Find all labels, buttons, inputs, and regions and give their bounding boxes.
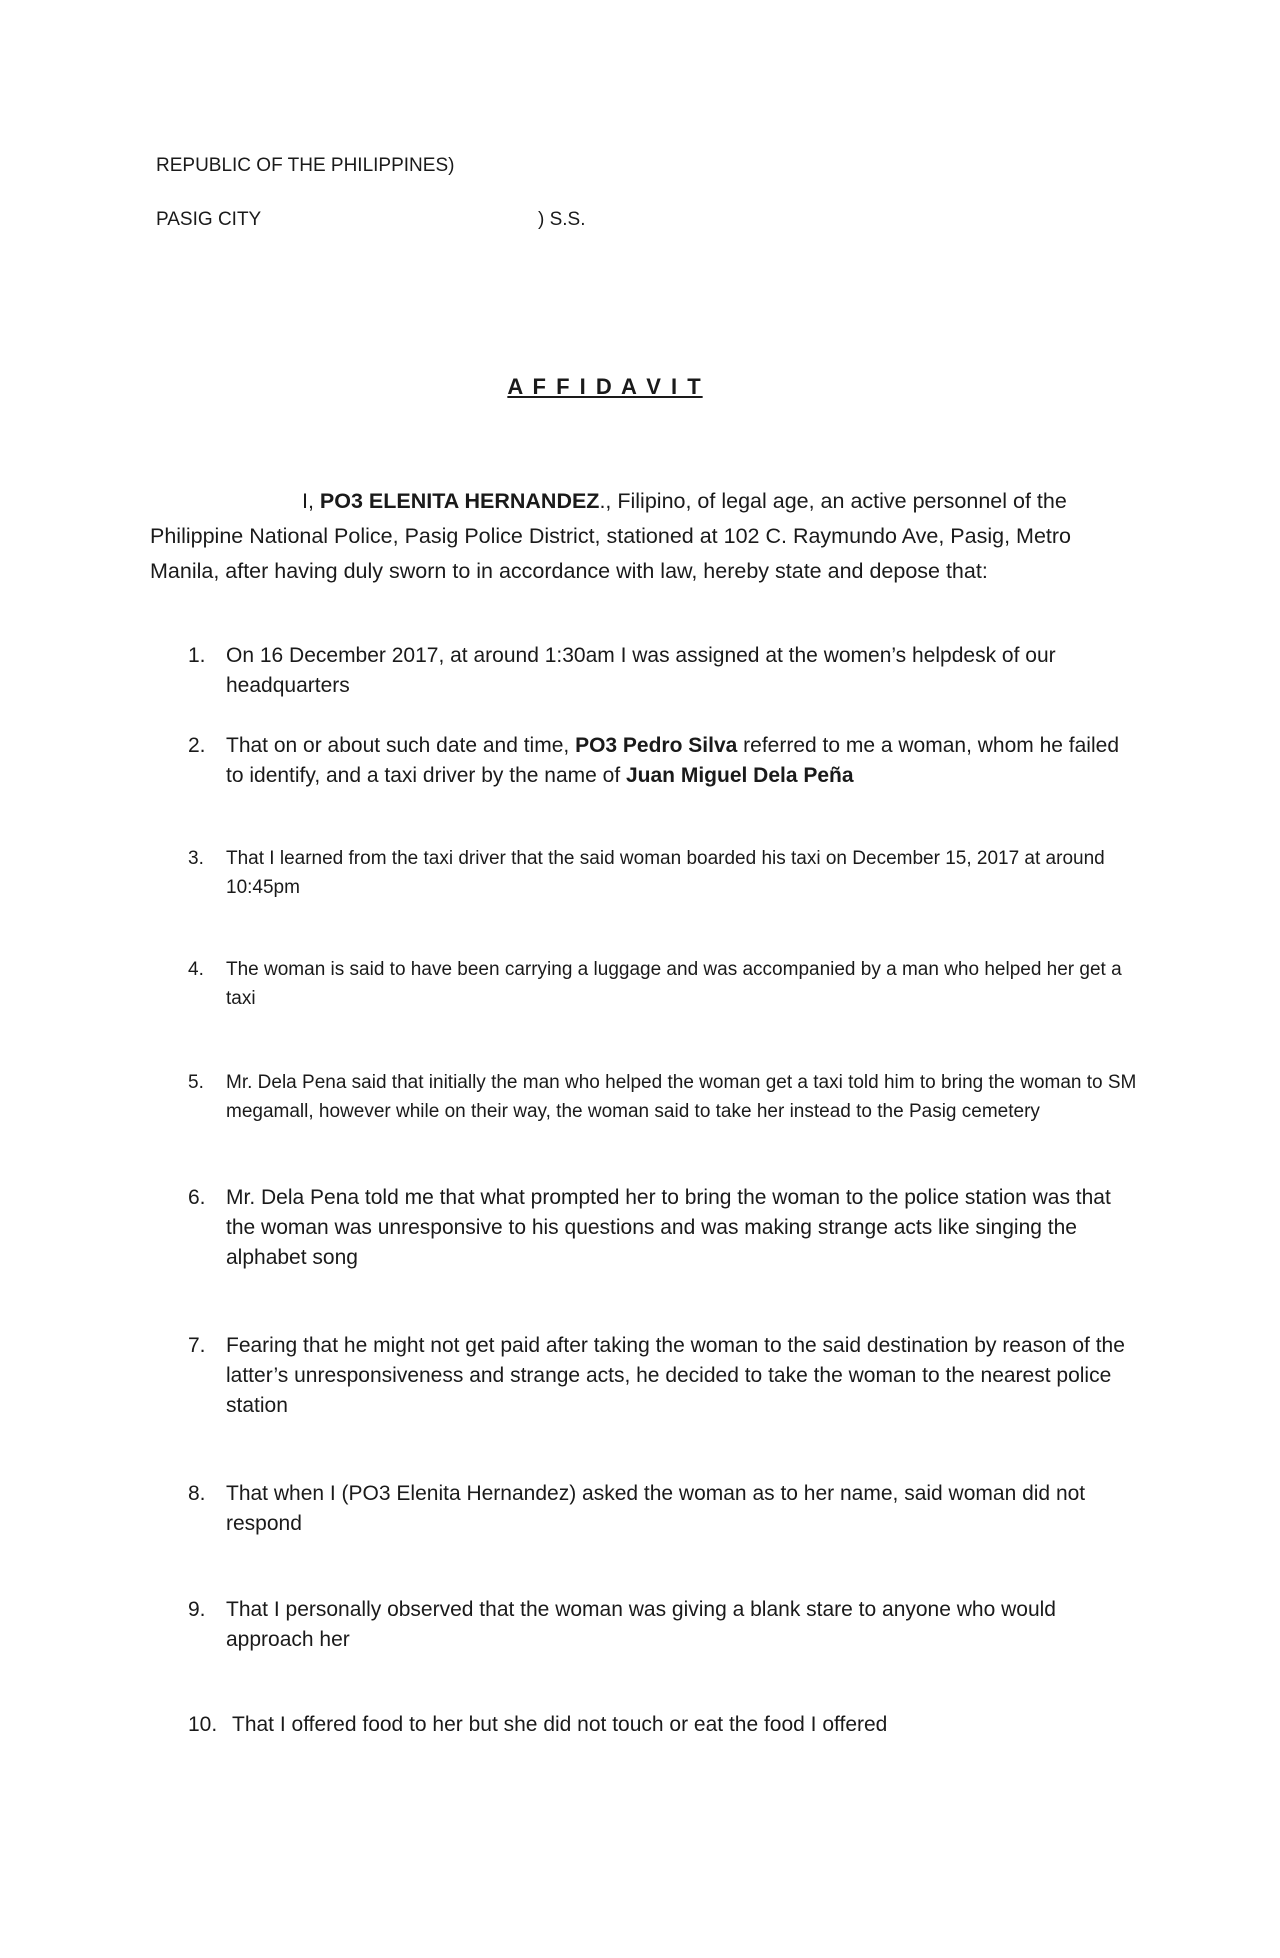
list-text (226, 731, 1138, 791)
list-number: 9. (188, 1598, 206, 1621)
list-item-9 (188, 1595, 1138, 1655)
list-text: That I learned from the taxi driver that the said woman boarded his taxi on December 15, 2017 at around 10:45pm (226, 848, 1105, 898)
list-item-7 (188, 1331, 1138, 1421)
list-number: 7. (188, 1334, 206, 1357)
list-text: That I offered food to her but she did not touch or eat the food I offered (232, 1713, 888, 1736)
list-text: Mr. Dela Pena said that initially the man who helped the woman get a taxi told him to bring the woman to SM megamall, however while on their way, the woman said to take her instead to the Pasig cemetery (226, 1072, 1137, 1122)
list-item-2 (188, 731, 1138, 791)
venue-republic: REPUBLIC OF THE PHILIPPINES) (156, 155, 455, 176)
list-text: The woman is said to have been carrying a luggage and was accompanied by a man who helped her get a taxi (226, 959, 1122, 1009)
intro-text: ., Filipino, of legal age, an active personnel of the Philippine National Police, Pasig Police District, stationed at 102 C. Raymundo Ave, Pasig, Metro Manila, after having duly sworn to in accordance with law, hereby state and depose that: (150, 489, 1071, 583)
list-number: 8. (188, 1482, 206, 1505)
list-item-1 (188, 641, 1138, 701)
venue-ss: ) S.S. (538, 209, 586, 230)
list-text: On 16 December 2017, at around 1:30am I was assigned at the women’s helpdesk of our headquarters (226, 644, 1056, 697)
list-number: 1. (188, 644, 206, 667)
list-number: 4. (188, 959, 204, 980)
intro-prefix: I, (302, 489, 320, 513)
list-number: 5. (188, 1072, 204, 1093)
list-item-5 (188, 1068, 1138, 1126)
list-item-3 (188, 844, 1138, 902)
affiant-name: PO3 ELENITA HERNANDEZ (319, 489, 600, 513)
list-text-part: That on or about such date and time, (226, 734, 576, 757)
venue-city: PASIG CITY (156, 209, 262, 230)
list-number: 6. (188, 1186, 206, 1209)
intro-paragraph (150, 484, 1140, 589)
list-text: That when I (PO3 Elenita Hernandez) asked the woman as to her name, said woman did not respond (226, 1482, 1086, 1535)
list-item-10 (188, 1710, 1138, 1740)
document-title: A F F I D A V I T (507, 374, 703, 399)
list-text: Fearing that he might not get paid after taking the woman to the said destination by reason of the latter’s unresponsiveness and strange acts, he decided to take the woman to the nearest police station (226, 1334, 1125, 1417)
list-item-6 (188, 1183, 1138, 1273)
list-item-4 (188, 955, 1138, 1013)
officer-name: PO3 Pedro Silva (575, 734, 738, 757)
list-item-8 (188, 1479, 1138, 1539)
list-text: Mr. Dela Pena told me that what prompted her to bring the woman to the police station was that the woman was unresponsive to his questions and was making strange acts like singing the alphabet song (226, 1186, 1111, 1269)
list-text-part: referred to me a woman, whom he failed to identify, and a taxi driver by the name of (226, 734, 1119, 787)
list-number: 2. (188, 734, 206, 757)
list-number: 3. (188, 848, 204, 869)
driver-name: Juan Miguel Dela Peña (626, 764, 854, 787)
list-number: 10. (188, 1713, 218, 1736)
list-text: That I personally observed that the woman was giving a blank stare to anyone who would approach her (226, 1598, 1056, 1651)
